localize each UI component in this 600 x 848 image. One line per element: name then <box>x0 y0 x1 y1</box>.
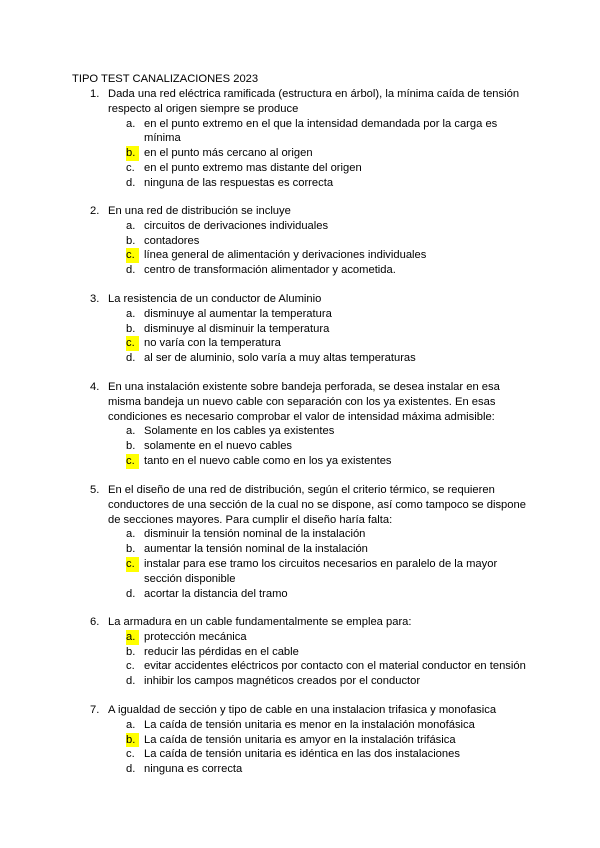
option-text: en el punto más cercano al origen <box>144 147 313 160</box>
option-letter: d. <box>126 587 136 600</box>
option-text: solamente en el nuevo cables <box>144 440 293 453</box>
question-number: 4. <box>90 381 100 393</box>
question-text: A igualdad de sección y tipo de cable en una instalacion trifasica y monofasica <box>108 704 497 716</box>
question-text: En una red de distribución se incluye <box>108 205 291 217</box>
option-letter: a. <box>126 117 136 130</box>
option-text: evitar accidentes eléctricos por contacto con el material conductor en tensión <box>144 660 526 673</box>
option-letter: b. <box>126 543 136 556</box>
question-number: 1. <box>90 88 100 100</box>
option-c <box>72 454 532 469</box>
option-d <box>72 587 532 602</box>
option-text: no varía con la temperatura <box>144 337 281 350</box>
option-text: instalar para ese tramo los circuitos necesarios en paralelo de la mayor sección disponible <box>144 557 498 585</box>
option-letter: c. <box>126 454 139 469</box>
option-text: contadores <box>144 234 200 247</box>
option-c <box>72 161 532 176</box>
question-number: 2. <box>90 205 100 217</box>
option-letter: a. <box>126 219 136 232</box>
option-letter: c. <box>126 248 139 263</box>
option-text: reducir las pérdidas en el cable <box>144 645 299 658</box>
option-text: La caída de tensión unitaria es menor en la instalación monofásica <box>144 718 475 731</box>
option-letter: b. <box>126 146 139 161</box>
option-letter: d. <box>126 264 136 277</box>
option-letter: d. <box>126 763 136 776</box>
option-letter: d. <box>126 352 136 365</box>
option-a <box>72 630 532 645</box>
option-d <box>72 674 532 689</box>
option-letter: a. <box>126 528 136 541</box>
option-text: circuitos de derivaciones individuales <box>144 219 329 232</box>
option-text: tanto en el nuevo cable como en los ya existentes <box>144 454 392 467</box>
option-text: Solamente en los cables ya existentes <box>144 425 335 438</box>
option-text: al ser de aluminio, solo varía a muy altas temperaturas <box>144 352 416 365</box>
option-text: ninguna de las respuestas es correcta <box>144 176 334 189</box>
option-b <box>72 234 532 249</box>
question-3 <box>72 292 532 366</box>
option-a <box>72 117 532 147</box>
option-text: disminuye al disminuir la temperatura <box>144 322 330 335</box>
option-b <box>72 645 532 660</box>
question-number: 3. <box>90 293 100 305</box>
option-text: en el punto extremo en el que la intensidad demandada por la carga es mínima <box>144 117 498 145</box>
option-letter: b. <box>126 733 139 748</box>
option-letter: a. <box>126 718 136 731</box>
question-7 <box>72 703 532 777</box>
option-a <box>72 718 532 733</box>
question-2 <box>72 204 532 278</box>
option-letter: c. <box>126 660 135 673</box>
option-text: La caída de tensión unitaria es idéntica en las dos instalaciones <box>144 748 460 761</box>
option-d <box>72 176 532 191</box>
option-text: disminuye al aumentar la temperatura <box>144 307 332 320</box>
option-a <box>72 527 532 542</box>
option-text: línea general de alimentación y derivaciones individuales <box>144 249 427 262</box>
option-text: La caída de tensión unitaria es amyor en la instalación trifásica <box>144 733 456 746</box>
option-letter: c. <box>126 557 139 572</box>
question-text: En el diseño de una red de distribución, según el criterio térmico, se requieren conductores de una sección de la cual no se dispone, así como tampoco se dispone de secciones mayores. Para cumplir el diseño haría falta: <box>108 484 526 526</box>
option-text: en el punto extremo mas distante del origen <box>144 161 362 174</box>
option-letter: d. <box>126 675 136 688</box>
option-letter: c. <box>126 748 135 761</box>
option-c <box>72 557 532 587</box>
question-number: 6. <box>90 616 100 628</box>
option-a <box>72 219 532 234</box>
option-d <box>72 263 532 278</box>
option-letter: b. <box>126 322 136 335</box>
option-text: aumentar la tensión nominal de la instalación <box>144 543 368 556</box>
option-d <box>72 762 532 777</box>
question-number: 5. <box>90 484 100 496</box>
option-b <box>72 542 532 557</box>
question-text: Dada una red eléctrica ramificada (estructura en árbol), la mínima caída de tensión respecto al origen siempre se produce <box>108 88 520 115</box>
option-letter: d. <box>126 176 136 189</box>
option-letter: b. <box>126 440 136 453</box>
option-c <box>72 747 532 762</box>
option-text: protección mecánica <box>144 630 247 643</box>
question-6 <box>72 615 532 689</box>
option-letter: a. <box>126 425 136 438</box>
option-c <box>72 659 532 674</box>
option-b <box>72 146 532 161</box>
option-letter: c. <box>126 336 139 351</box>
option-text: inhibir los campos magnéticos creados por el conductor <box>144 675 421 688</box>
option-letter: a. <box>126 630 139 645</box>
document-title: TIPO TEST CANALIZACIONES 2023 <box>72 73 259 85</box>
option-c <box>72 248 532 263</box>
option-b <box>72 322 532 337</box>
option-a <box>72 307 532 322</box>
question-number: 7. <box>90 704 100 716</box>
option-text: centro de transformación alimentador y acometida. <box>144 264 396 277</box>
option-d <box>72 351 532 366</box>
option-letter: b. <box>126 645 136 658</box>
question-5 <box>72 483 532 601</box>
option-a <box>72 424 532 439</box>
option-text: acortar la distancia del tramo <box>144 587 288 600</box>
option-letter: b. <box>126 234 136 247</box>
question-text: La armadura en un cable fundamentalmente se emplea para: <box>108 616 412 628</box>
option-text: ninguna es correcta <box>144 763 243 776</box>
option-letter: c. <box>126 161 135 174</box>
question-1 <box>72 87 532 191</box>
option-c <box>72 336 532 351</box>
option-b <box>72 733 532 748</box>
question-4 <box>72 380 532 469</box>
question-text: La resistencia de un conductor de Aluminio <box>108 293 322 305</box>
option-text: disminuir la tensión nominal de la instalación <box>144 528 366 541</box>
option-letter: a. <box>126 307 136 320</box>
option-b <box>72 439 532 454</box>
question-text: En una instalación existente sobre bandeja perforada, se desea instalar en esa misma bandeja un nuevo cable con separación con los ya existentes. En esas condiciones es necesario comprobar el valor de intensidad máxima admisible: <box>108 381 500 423</box>
